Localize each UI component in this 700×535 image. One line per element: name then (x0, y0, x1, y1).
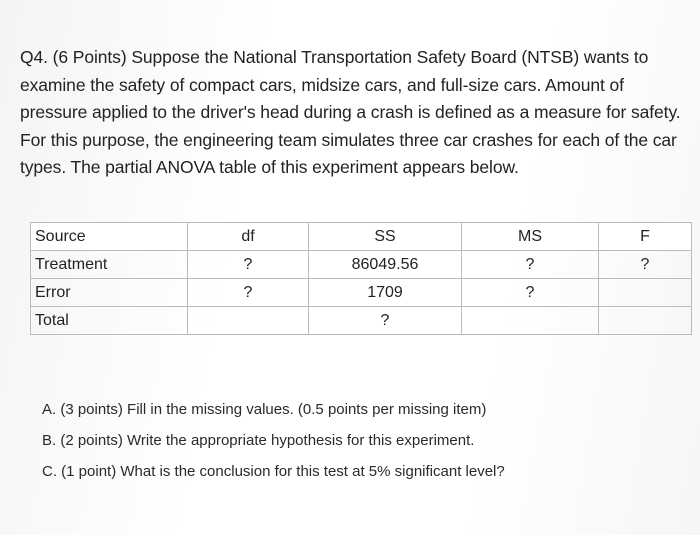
header-ms: MS (462, 223, 599, 251)
cell-df (188, 307, 309, 335)
question-line: For this purpose, the engineering team simulates three car crashes for each of the car (20, 129, 677, 150)
cell-f: ? (599, 251, 692, 279)
part-c: C. (1 point) What is the conclusion for this test at 5% significant level? (42, 463, 505, 480)
cell-ss: 1709 (309, 279, 462, 307)
part-a: A. (3 points) Fill in the missing values. (0.5 points per missing item) (42, 401, 487, 418)
cell-ss: ? (309, 307, 462, 335)
cell-f (599, 307, 692, 335)
table-row (31, 251, 692, 279)
part-b: B. (2 points) Write the appropriate hypothesis for this experiment. (42, 432, 475, 449)
question-text (20, 44, 692, 182)
sub-questions (42, 394, 682, 487)
question-line: types. The partial ANOVA table of this experiment appears below. (20, 157, 519, 177)
anova-table (30, 222, 692, 335)
question-line: examine the safety of compact cars, midsize cars, and full-size cars. Amount of (20, 74, 624, 95)
cell-source: Error (31, 279, 188, 307)
header-ss: SS (309, 223, 462, 251)
header-source: Source (31, 223, 188, 251)
table-row (31, 307, 692, 335)
question-line: Q4. (6 Points) Suppose the National Transportation Safety Board (NTSB) wants to (20, 47, 649, 67)
cell-df: ? (188, 279, 309, 307)
cell-f (599, 279, 692, 307)
question-line: pressure applied to the driver's head during a crash is defined as a measure for safety. (20, 102, 681, 122)
cell-ms: ? (462, 251, 599, 279)
cell-ss: 86049.56 (309, 251, 462, 279)
cell-df: ? (188, 251, 309, 279)
table-row (31, 279, 692, 307)
table-header-row (31, 223, 692, 251)
header-df: df (188, 223, 309, 251)
cell-ms: ? (462, 279, 599, 307)
header-f: F (599, 223, 692, 251)
cell-source: Total (31, 307, 188, 335)
cell-source: Treatment (31, 251, 188, 279)
cell-ms (462, 307, 599, 335)
